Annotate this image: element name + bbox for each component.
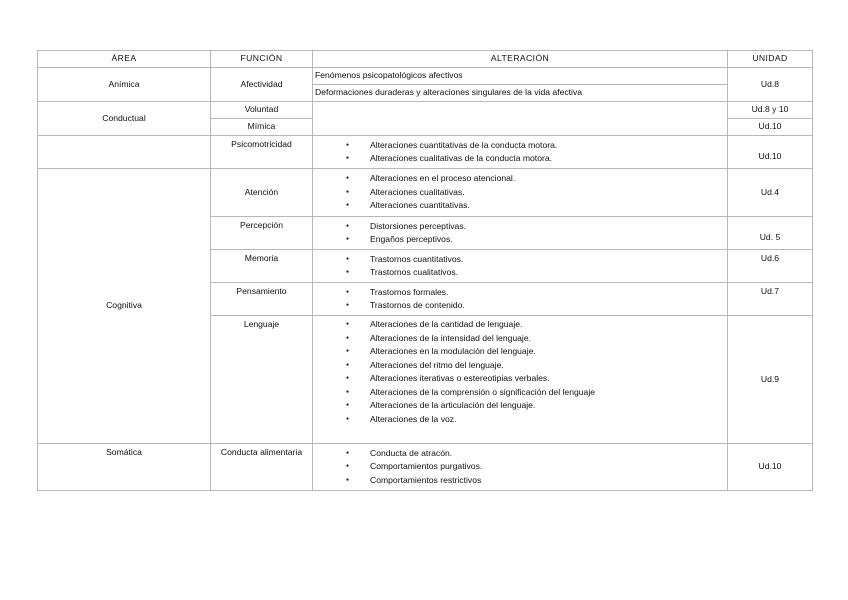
bullet-list (315, 286, 725, 313)
header-area: ÁREA (38, 51, 211, 68)
funcion-cell: Mímica (211, 119, 313, 136)
alteracion-cell (313, 250, 728, 283)
unidad-cell: Ud. 5 (728, 217, 813, 250)
list-item: ● Alteraciones cuantitativas. (346, 199, 725, 213)
area-cell (38, 136, 211, 169)
list-item: ● Engaños perceptivos. (346, 233, 725, 247)
unidad-cell: Ud.9 (728, 316, 813, 444)
funcion-cell: Memoria (211, 250, 313, 283)
alteracion-cell (313, 136, 728, 169)
table-row (38, 68, 813, 85)
unidad-cell: Ud.10 (728, 119, 813, 136)
funcion-cell: Percepción (211, 217, 313, 250)
list-item: ● Alteraciones de la comprensión o significación del lenguaje (346, 386, 725, 400)
list-item: ● Alteraciones de la articulación del lenguaje. (346, 399, 725, 413)
unidad-cell: Ud.7 (728, 283, 813, 316)
funcion-cell: Pensamiento (211, 283, 313, 316)
alteracion-cell (313, 169, 728, 217)
header-row (38, 51, 813, 68)
unidad-cell: Ud.8 (728, 68, 813, 102)
list-item: ● Trastornos de contenido. (346, 299, 725, 313)
list-item: ● Alteraciones del ritmo del lenguaje. (346, 359, 725, 373)
list-item: ● Comportamientos purgativos. (346, 460, 725, 474)
area-cell: Conductual (38, 102, 211, 136)
funcion-cell: Psicomotricidad (211, 136, 313, 169)
list-item: ● Trastornos cualitativos. (346, 266, 725, 280)
unidad-cell: Ud.8 y 10 (728, 102, 813, 119)
header-funcion: FUNCIÓN (211, 51, 313, 68)
funcion-cell: Conducta alimentaria (211, 444, 313, 491)
list-item: ● Alteraciones cuantitativas de la conducta motora. (346, 139, 725, 153)
table-row (38, 102, 813, 119)
list-item: ● Alteraciones en el proceso atencional. (346, 172, 725, 186)
list-item: ● Alteraciones cualitativas de la conducta motora. (346, 152, 725, 166)
alteracion-cell: Fenómenos psicopatológicos afectivos (313, 68, 728, 85)
list-item: ● Alteraciones en la modulación del lenguaje. (346, 345, 725, 359)
funcion-cell: Voluntad (211, 102, 313, 119)
list-item: ● Alteraciones cualitativas. (346, 186, 725, 200)
bullet-list (315, 318, 725, 426)
unidad-cell: Ud.10 (728, 136, 813, 169)
alteracion-cell: Deformaciones duraderas y alteraciones singulares de la vida afectiva (313, 85, 728, 102)
alteracion-cell (313, 217, 728, 250)
table-row (38, 444, 813, 491)
unidad-cell: Ud.6 (728, 250, 813, 283)
list-item: ● Trastornos cuantitativos. (346, 253, 725, 267)
list-item: ● Alteraciones de la voz. (346, 413, 725, 427)
bullet-list (315, 172, 725, 213)
area-cell: Cognitiva (38, 169, 211, 444)
alteracion-cell (313, 316, 728, 444)
bullet-list (315, 139, 725, 166)
header-alteracion: ALTERACIÓN (313, 51, 728, 68)
table-row (38, 136, 813, 169)
bullet-list (315, 253, 725, 280)
alteraciones-table (37, 50, 813, 491)
list-item: ● Distorsiones perceptivas. (346, 220, 725, 234)
funcion-cell: Atención (211, 169, 313, 217)
bullet-list (315, 220, 725, 247)
list-item: ● Conducta de atracón. (346, 447, 725, 461)
funcion-cell: Afectividad (211, 68, 313, 102)
bullet-list (315, 447, 725, 488)
list-item: ● Alteraciones iterativas o estereotipias verbales. (346, 372, 725, 386)
alteracion-cell (313, 283, 728, 316)
area-cell: Somática (38, 444, 211, 491)
list-item: ● Alteraciones de la cantidad de lenguaje. (346, 318, 725, 332)
unidad-cell: Ud.10 (728, 444, 813, 491)
table-row (38, 169, 813, 217)
alteracion-cell (313, 102, 728, 136)
area-cell: Anímica (38, 68, 211, 102)
unidad-cell: Ud.4 (728, 169, 813, 217)
alteracion-cell (313, 444, 728, 491)
list-item: ● Trastornos formales. (346, 286, 725, 300)
header-unidad: UNIDAD (728, 51, 813, 68)
list-item: ● Comportamientos restrictivos (346, 474, 725, 488)
funcion-cell: Lenguaje (211, 316, 313, 444)
list-item: ● Alteraciones de la intensidad del lenguaje. (346, 332, 725, 346)
